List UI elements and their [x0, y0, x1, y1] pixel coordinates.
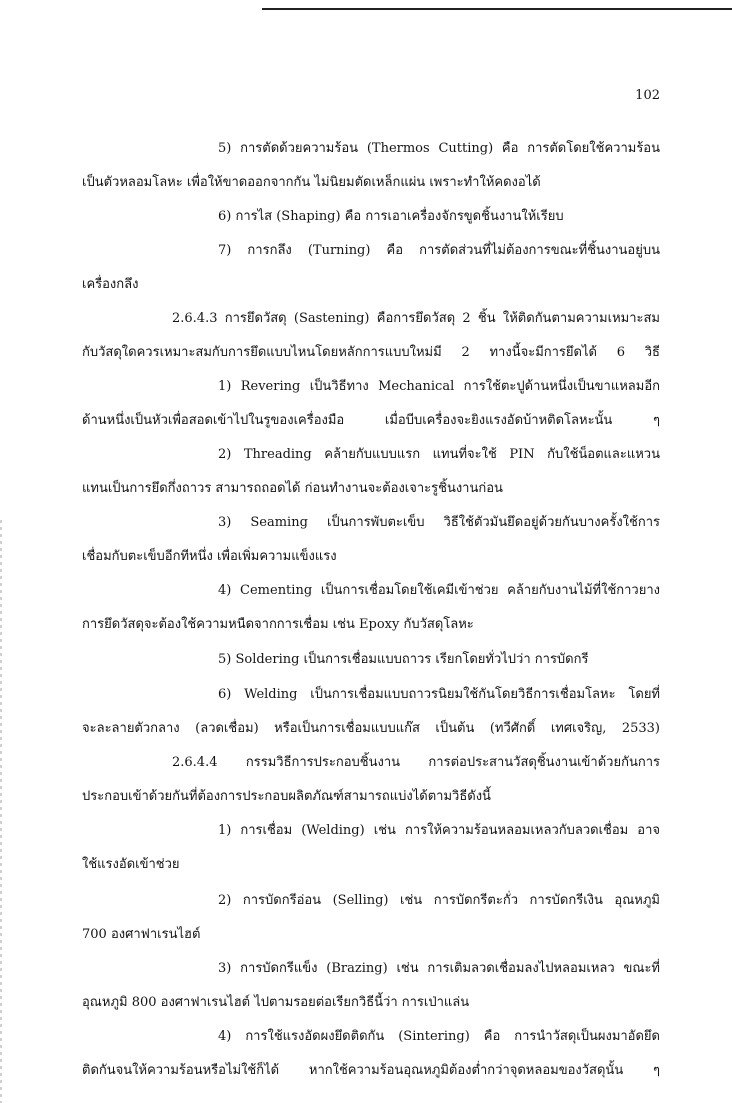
paragraph-line — [82, 275, 660, 295]
line-text: 7) การกลึง (Turning) คือ การตัดส่วนที่ไม่ต้องการขณะที่ชิ้นงานอยู่บน — [218, 243, 660, 258]
line-text: กับวัสดุใดควรเหมาะสมกับการยึดแบบไหนโดยหลักการแบบใหม่มี 2 ทางนี้จะมีการยึดได้ 6 วิธี — [82, 345, 660, 360]
list-item-line — [218, 513, 660, 533]
line-text: จะละลายตัวกลาง (ลวดเชื่อม) หรือเป็นการเชื่อมแบบแก๊ส เป็นต้น (ทวีศักดิ์ เทศเจริญ, 2533) — [82, 721, 660, 736]
paragraph-line — [82, 1061, 660, 1081]
line-text: 1) การเชื่อม (Welding) เช่น การให้ความร้อนหลอมเหลวกับลวดเชื่อม อาจ — [218, 823, 660, 838]
paragraph-line — [82, 993, 660, 1013]
list-item-line — [218, 650, 660, 670]
line-text: 2.6.4.4 กรรมวิธีการประกอบชิ้นงาน การต่อประสานวัสดุชิ้นงานเข้าด้วยกันการ — [172, 755, 660, 770]
paragraph-line — [82, 411, 660, 431]
list-item-line — [218, 581, 660, 601]
list-item-line — [218, 139, 660, 159]
line-text: เชื่อมกับตะเข็บอีกทีหนึ่ง เพื่อเพิ่มความแข็งแรง — [82, 549, 337, 564]
list-item-line — [218, 821, 660, 841]
paragraph-line — [82, 343, 660, 363]
paragraph-line — [82, 787, 660, 807]
page-number: 102 — [635, 88, 660, 103]
line-text: 6) การไส (Shaping) คือ การเอาเครื่องจักรขูดชิ้นงานให้เรียบ — [218, 209, 564, 224]
paragraph-line — [82, 615, 660, 635]
line-text: 4) การใช้แรงอัดผงยึดติดกัน (Sintering) คือ การนำวัสดุเป็นผงมาอัดยึด — [218, 1029, 660, 1044]
paragraph-line — [82, 855, 660, 875]
line-text: ใช้แรงอัดเข้าช่วย — [82, 857, 180, 872]
paragraph-line — [82, 719, 660, 739]
list-item-line — [218, 1027, 660, 1047]
line-text: เป็นตัวหลอมโลหะ เพื่อให้ขาดออกจากกัน ไม่นิยมตัดเหล็กแผ่น เพราะทำให้คดงอได้ — [82, 175, 541, 190]
line-text: เครื่องกลึง — [82, 277, 139, 292]
list-item-line — [218, 241, 660, 261]
line-text: 1) Revering เป็นวิธีทาง Mechanical การใช้ตะปูด้านหนึ่งเป็นขาแหลมอีก — [218, 379, 660, 394]
line-text: แทนเป็นการยึดกึ่งถาวร สามารถถอดได้ ก่อนทำงานจะต้องเจาะรูชิ้นงานก่อน — [82, 481, 503, 496]
section-heading-line — [172, 309, 660, 329]
line-text: การยึดวัสดุจะต้องใช้ความหนืดจากการเชื่อม เช่น Epoxy กับวัสดุโลหะ — [82, 617, 474, 632]
scan-edge-mark — [0, 520, 2, 1103]
paragraph-line — [82, 925, 660, 945]
line-text: 700 องศาฟาเรนไฮต์ — [82, 927, 201, 942]
line-text: อุณหภูมิ 800 องศาฟาเรนไฮต์ ไปตามรอยต่อเรียกวิธีนี้ว่า การเป่าแล่น — [82, 995, 470, 1010]
paragraph-line — [82, 479, 660, 499]
paragraph-line — [82, 547, 660, 567]
line-text: 4) Cementing เป็นการเชื่อมโดยใช้เคมีเข้าช่วย คล้ายกับงานไม้ที่ใช้กาวยาง — [218, 583, 660, 598]
paragraph-line — [82, 173, 660, 193]
line-text: ประกอบเข้าด้วยกันที่ต้องการประกอบผลิตภัณฑ์สามารถแบ่งได้ตามวิธีดังนี้ — [82, 789, 491, 804]
list-item-line — [218, 207, 660, 227]
list-item-line — [218, 377, 660, 397]
header-rule — [262, 8, 732, 10]
section-heading-line — [172, 753, 660, 773]
line-text: ติดกันจนให้ความร้อนหรือไม่ใช้ก็ได้ หากใช้ความร้อนอุณหภูมิต้องต่ำกว่าจุดหลอมของวัสดุนั้น ๆ — [82, 1063, 660, 1078]
line-text: ด้านหนึ่งเป็นหัวเพื่อสอดเข้าไปในรูของเครื่องมือ เมื่อบีบเครื่องจะยิงแรงอัดบ้าหติดโลหะนั้น ๆ — [82, 413, 660, 428]
line-text: 3) การบัดกรีแข็ง (Brazing) เช่น การเติมลวดเชื่อมลงไปหลอมเหลว ขณะที่ — [218, 961, 660, 976]
list-item-line — [218, 959, 660, 979]
list-item-line — [218, 891, 660, 911]
list-item-line — [218, 445, 660, 465]
line-text: 2) การบัดกรีอ่อน (Selling) เช่น การบัดกรีตะกั่ว การบัดกรีเงิน อุณหภูมิ — [218, 893, 660, 908]
list-item-line — [218, 685, 660, 705]
line-text: 2.6.4.3 การยึดวัสดุ (Sastening) คือการยึดวัสดุ 2 ชิ้น ให้ติดกันตามความเหมาะสม — [172, 311, 660, 326]
line-text: 5) Soldering เป็นการเชื่อมแบบถาวร เรียกโดยทั่วไปว่า การบัดกรี — [218, 652, 589, 667]
line-text: 5) การตัดด้วยความร้อน (Thermos Cutting) คือ การตัดโดยใช้ความร้อน — [218, 141, 660, 156]
line-text: 3) Seaming เป็นการพับตะเข็บ วิธีใช้ตัวมันยึดอยู่ด้วยกันบางครั้งใช้การ — [218, 515, 660, 530]
line-text: 6) Welding เป็นการเชื่อมแบบถาวรนิยมใช้กันโดยวิธีการเชื่อมโลหะ โดยที่ — [218, 687, 660, 702]
line-text: 2) Threading คล้ายกับแบบแรก แทนที่จะใช้ PIN กับใช้น็อตและแหวน — [218, 447, 660, 462]
